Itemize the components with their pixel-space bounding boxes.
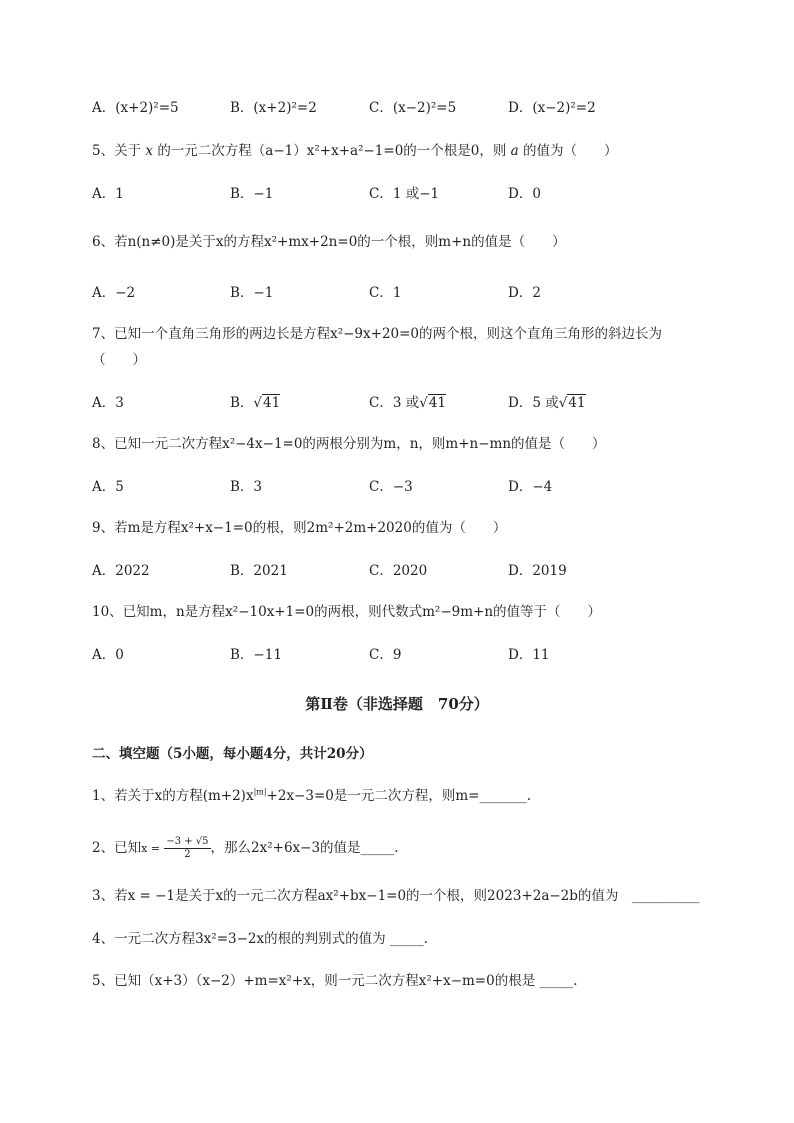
q9-option-c[interactable]: C．2020 <box>369 563 428 579</box>
q6-option-b[interactable]: B．−1 <box>230 285 274 301</box>
q5-stem <box>92 141 618 161</box>
fill-q1 <box>92 786 531 806</box>
fill-q2-numerator: −3 + √5 <box>166 836 209 847</box>
q7-text-line2: （ ） <box>92 352 146 368</box>
q9-text: 若m是方程x²+x−1=0的根，则2m²+2m+2020的值为（ ） <box>114 520 507 536</box>
q8-option-b[interactable]: B．3 <box>230 479 263 495</box>
q5-var-x: x <box>145 143 154 159</box>
q7-text: 已知一个直角三角形的两边长是方程x²−9x+20=0的两个根，则这个直角三角形的斜边长为 <box>114 326 663 342</box>
fill-q4-text: 一元二次方程3x²=3−2x的根的判别式的值为 _____. <box>114 931 428 947</box>
q5-number: 5、 <box>92 143 115 159</box>
q7-option-b-prefix: B． <box>230 395 254 411</box>
q10-text: 已知m，n是方程x²−10x+1=0的两根，则代数式m²−9m+n的值等于（ ） <box>122 604 602 620</box>
q8-stem <box>92 434 606 454</box>
fill-q2-number: 2、 <box>92 840 115 856</box>
q5-text-pre: 关于 <box>114 143 142 159</box>
fill-section-title: 二、填空题（5小题，每小题4分，共计20分） <box>92 746 373 762</box>
q5-option-c[interactable]: C．1 或−1 <box>369 186 440 202</box>
q7-stem-line2 <box>92 350 146 370</box>
fill-q5-number: 5、 <box>92 973 115 989</box>
q9-option-d[interactable]: D．2019 <box>508 563 567 579</box>
q9-stem <box>92 518 506 538</box>
q8-option-c[interactable]: C．−3 <box>369 479 413 495</box>
q6-stem <box>92 232 566 252</box>
q7-option-c-prefix: C．3 或 <box>369 395 420 411</box>
q9-option-a[interactable]: A．2022 <box>92 563 150 579</box>
fill-q4 <box>92 929 428 949</box>
q7-options <box>92 393 732 413</box>
q5-option-d[interactable]: D．0 <box>508 186 541 202</box>
fill-q1-exponent: |m| <box>253 787 267 797</box>
q4-option-d[interactable]: D．(x−2)²=2 <box>508 100 596 116</box>
fill-q2-post: ，那么2x²+6x−3的值是_____. <box>210 840 399 856</box>
q8-option-a[interactable]: A．5 <box>92 479 124 495</box>
fill-q1-number: 1、 <box>92 788 115 804</box>
q10-option-c[interactable]: C．9 <box>369 647 402 663</box>
q6-option-a[interactable]: A．−2 <box>92 285 136 301</box>
q9-number: 9、 <box>92 520 115 536</box>
fill-q3-text: 若x = −1是关于x的一元二次方程ax²+bx−1=0的一个根，则2023+2a−2b的值为 __________ <box>114 888 700 904</box>
q6-text: 若n(n≠0)是关于x的方程x²+mx+2n=0的一个根，则m+n的值是（ ） <box>114 234 566 250</box>
q7-option-b-sqrt: 41 <box>263 395 281 411</box>
q5-var-a: a <box>510 143 519 159</box>
q5-text-mid: 的一元二次方程（a−1）x²+x+a²−1=0的一个根是0，则 <box>157 143 507 159</box>
fill-q3 <box>92 886 699 906</box>
fill-q2-fraction <box>164 836 210 861</box>
fill-q1-pre: 若关于x的方程(m+2)x <box>114 788 254 804</box>
q10-stem <box>92 602 601 622</box>
q6-option-d[interactable]: D．2 <box>508 285 541 301</box>
fill-q2-x-eq: x = <box>141 842 161 855</box>
part2-title: 第Ⅱ卷（非选择题 70分） <box>305 695 489 713</box>
q8-options <box>92 477 732 497</box>
fill-q2-pre: 已知 <box>114 840 142 856</box>
q6-options <box>92 283 732 303</box>
q10-options <box>92 645 732 665</box>
fill-q4-number: 4、 <box>92 931 115 947</box>
fill-q5-text: 已知（x+3）（x−2）+m=x²+x，则一元二次方程x²+x−m=0的根是 _____. <box>114 973 578 989</box>
q7-option-a[interactable]: A．3 <box>92 395 124 411</box>
q8-option-d[interactable]: D．−4 <box>508 479 553 495</box>
q10-option-b[interactable]: B．−11 <box>230 647 282 663</box>
q9-options <box>92 561 732 581</box>
q7-option-d[interactable]: D．5 或√41 <box>508 395 586 411</box>
q7-option-b[interactable]: B．√41 <box>230 395 281 411</box>
fill-q2 <box>92 836 399 861</box>
q4-option-a[interactable]: A．(x+2)²=5 <box>92 100 179 116</box>
q5-text-post: 的值为（ ） <box>523 143 618 159</box>
q5-option-b[interactable]: B．−1 <box>230 186 274 202</box>
q10-option-d[interactable]: D．11 <box>508 647 550 663</box>
q7-option-d-prefix: D．5 或 <box>508 395 559 411</box>
fill-q1-post: +2x−3=0是一元二次方程，则m=_______. <box>266 788 532 804</box>
q10-option-a[interactable]: A．0 <box>92 647 124 663</box>
q4-options <box>92 98 732 118</box>
q4-option-c[interactable]: C．(x−2)²=5 <box>369 100 457 116</box>
q6-number: 6、 <box>92 234 115 250</box>
fill-q5 <box>92 971 578 991</box>
q6-option-c[interactable]: C．1 <box>369 285 402 301</box>
q8-text: 已知一元二次方程x²−4x−1=0的两根分别为m，n，则m+n−mn的值是（ ） <box>114 436 606 452</box>
q7-stem <box>92 324 662 344</box>
q7-option-c-sqrt: 41 <box>428 395 447 411</box>
q8-number: 8、 <box>92 436 115 452</box>
q4-option-b[interactable]: B．(x+2)²=2 <box>230 100 317 116</box>
q5-options <box>92 184 732 204</box>
fill-q3-number: 3、 <box>92 888 115 904</box>
fill-q2-denominator: 2 <box>184 849 191 860</box>
q5-option-a[interactable]: A．1 <box>92 186 124 202</box>
q7-option-d-sqrt: 41 <box>568 395 586 411</box>
q7-number: 7、 <box>92 326 115 342</box>
q7-option-c[interactable]: C．3 或√41 <box>369 395 447 411</box>
q9-option-b[interactable]: B．2021 <box>230 563 288 579</box>
q10-number: 10、 <box>92 604 123 620</box>
